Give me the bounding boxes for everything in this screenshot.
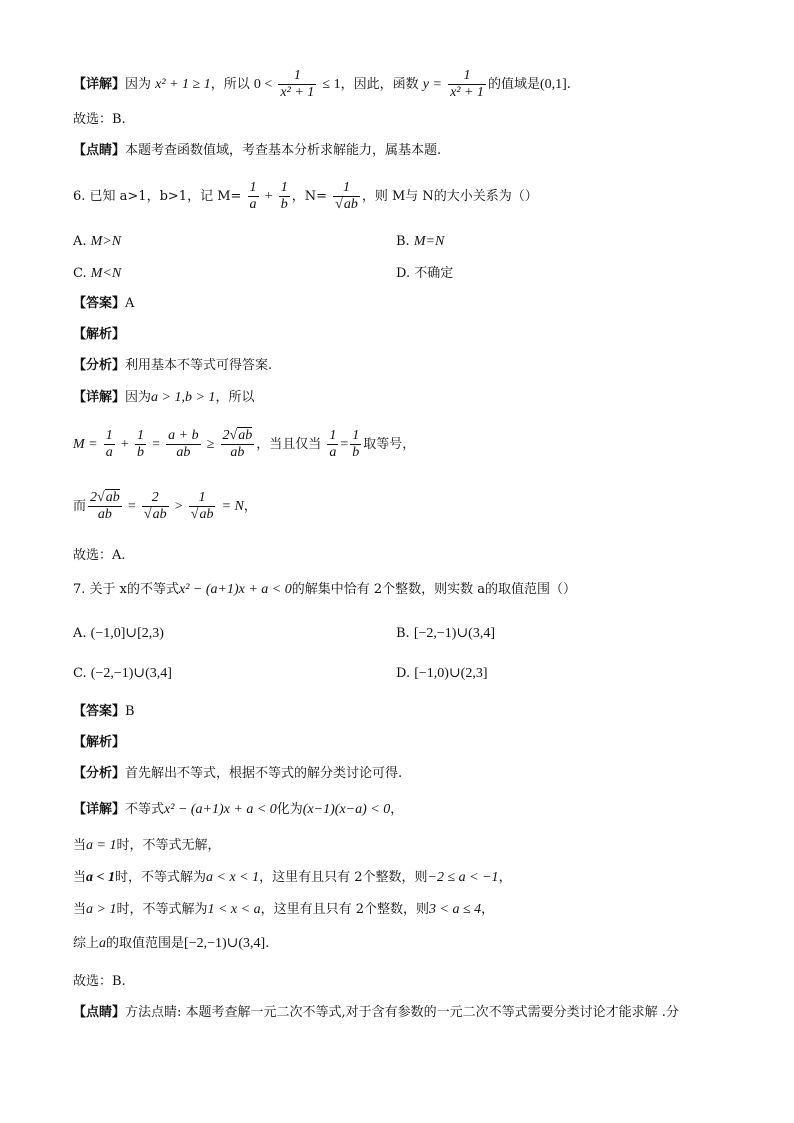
q7-case-1: 当a = 1时，不等式无解，	[73, 838, 221, 853]
q6-stem: 6. 已知 a>1，b>1，记 M= $\frac{1}{a}$ + $\frac{1}{b}$ ，N= $\frac{1}{√ab}$ ，则 M与 N的大小关系为（）	[73, 180, 538, 212]
fraction: $\frac{a + b}{ab}$	[168, 428, 199, 460]
q5-comment: 【点睛】本题考查函数值域，考查基本分析求解能力，属基本题.	[73, 143, 442, 158]
fraction: $\frac{1}{b}$	[136, 428, 144, 460]
fraction: $\frac{1}{a}$	[105, 428, 113, 460]
fraction: $\frac{2√ab}{ab}$	[222, 428, 253, 460]
q5-detail-line: 【详解】因为 x² + 1 ≥ 1，所以 0 < $\frac{1}{\text{x² + 1}}$ ≤ 1，因此，函数 y = $\frac{1}{\text{x² + 1}}$ 的值域是(0,1].	[73, 68, 571, 100]
fraction: $\frac{1}{\text{x² + 1}}$	[280, 68, 315, 100]
fraction: $\frac{1}{b}$	[352, 428, 360, 460]
q7-stem: 7. 关于 x的不等式x² − (a+1)x + a < 0的解集中恰有 2个整数，则实数 a的取值范围（）	[73, 582, 577, 597]
q7-case-2: 当a < 1时，不等式解为a < x < 1，这里有且只有 2个整数，则−2 ≤ a < −1，	[73, 870, 512, 885]
q6-equation-1: M = $\frac{1}{a}$ + $\frac{1}{b}$ = $\frac{a + b}{ab}$ ≥ $\frac{2√ab}{ab}$ ，当且仅当 $\frac{1}{a}$ = $\frac{1}{b}$ 取等号，	[73, 428, 416, 460]
q6-detail: 【详解】因为a > 1,b > 1，所以	[73, 390, 255, 405]
q6-fenxi: 【分析】利用基本不等式可得答案.	[73, 358, 273, 373]
q7-case-3: 当a > 1时，不等式解为1 < x < a，这里有且只有 2个整数，则3 < a ≤ 4，	[73, 902, 495, 917]
q6-equation-2: 而 $\frac{2√ab}{ab}$ = $\frac{2}{√ab}$ > $\frac{1}{√ab}$ = N，	[73, 490, 257, 522]
q6-option-a: A. M>N	[73, 234, 122, 249]
fraction: $\frac{1}{b}$	[280, 180, 288, 212]
q6-option-b: B. M=N	[396, 234, 445, 249]
q7-fenxi: 【分析】首先解出不等式，根据不等式的解分类讨论可得.	[73, 766, 403, 781]
q7-comment: 【点睛】方法点睛: 本题考查解一元二次不等式,对于含有参数的一元二次不等式需要分类讨论才能求解 .分	[73, 1005, 679, 1020]
fraction: $\frac{1}{√ab}$	[190, 490, 214, 522]
q7-answer: 【答案】B	[73, 704, 135, 719]
fraction: $\frac{1}{\text{x² + 1}}$	[450, 68, 484, 100]
q7-choose: 故选：B.	[73, 974, 126, 989]
q6-analysis-tag: 【解析】	[73, 327, 126, 342]
q7-option-b: B. [−2,−1)∪(3,4]	[396, 626, 495, 641]
q6-option-c: C. M<N	[73, 266, 122, 281]
fraction: $\frac{1}{√ab}$	[335, 180, 358, 212]
q7-option-d: D. [−1,0)∪(2,3]	[396, 666, 488, 681]
q6-answer: 【答案】A	[73, 296, 135, 311]
q6-option-d: D. 不确定	[396, 266, 454, 281]
q7-option-a: A. (−1,0]∪[2,3)	[73, 626, 164, 641]
q6-choose: 故选：A.	[73, 548, 126, 563]
fraction: $\frac{1}{a}$	[329, 428, 337, 460]
q7-detail: 【详解】不等式x² − (a+1)x + a < 0化为(x−1)(x−a) < 0，	[73, 802, 404, 817]
fraction: $\frac{2√ab}{ab}$	[90, 490, 120, 522]
fraction: $\frac{2}{√ab}$	[143, 490, 167, 522]
q7-option-c: C. (−2,−1)∪(3,4]	[73, 666, 172, 681]
q5-choose: 故选：B.	[73, 112, 126, 127]
q7-summary: 综上a的取值范围是[−2,−1)∪(3,4].	[73, 936, 270, 951]
q7-analysis-tag: 【解析】	[73, 735, 126, 750]
detail-tag: 【详解】	[73, 77, 126, 92]
fraction: $\frac{1}{a}$	[249, 180, 257, 212]
